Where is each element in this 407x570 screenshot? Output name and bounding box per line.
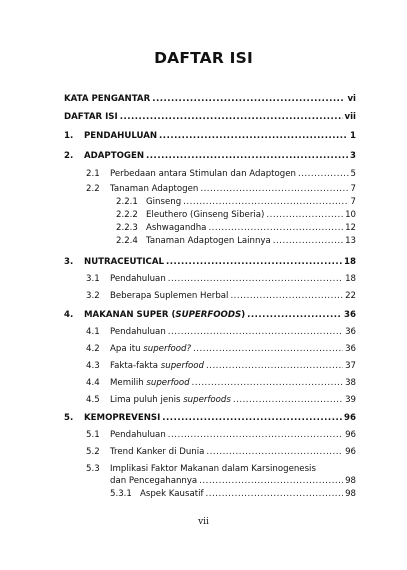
toc-entry-number: 5. xyxy=(64,413,74,423)
toc-entry-section-4-3[interactable] xyxy=(86,361,356,372)
toc-entry-chapter-1[interactable] xyxy=(64,131,356,142)
toc-entry-label: Eleuthero (Ginseng Siberia) xyxy=(146,210,265,220)
dot-leader xyxy=(206,361,343,372)
toc-entry-subsection-2-2-1[interactable] xyxy=(116,197,356,208)
toc-entry-number: 5.2 xyxy=(86,447,100,457)
dot-leader xyxy=(159,131,348,142)
toc-entry-page: 18 xyxy=(345,274,356,284)
label-text: Aspek Kausatif xyxy=(140,489,204,499)
toc-entry-label: NUTRACEUTICAL xyxy=(84,257,164,267)
toc-entry-page: 98 xyxy=(345,476,356,486)
dot-leader xyxy=(192,378,343,389)
toc-entry-number: 4.5 xyxy=(86,395,100,405)
dot-leader xyxy=(183,197,348,208)
toc-entry-label: KATA PENGANTAR xyxy=(64,94,151,104)
toc-entry-label xyxy=(110,361,204,372)
toc-entry-number: 2. xyxy=(64,151,74,161)
toc-entry-page: 7 xyxy=(350,184,356,194)
toc-entry-label: KEMOPREVENSI xyxy=(84,413,161,423)
toc-entry-label: Implikasi Faktor Makanan dalam Karsinogenesis xyxy=(110,464,316,474)
toc-entry-chapter-3[interactable] xyxy=(64,257,356,268)
toc-entry-subsection-2-2-2[interactable] xyxy=(116,210,356,221)
toc-entry-number: 4.4 xyxy=(86,378,100,388)
page-number-footer: vii xyxy=(198,517,209,527)
toc-entry-label: Beberapa Suplemen Herbal xyxy=(110,291,229,301)
toc-entry-page: 96 xyxy=(344,413,356,423)
dot-leader xyxy=(200,184,348,195)
toc-entry-page: 7 xyxy=(350,197,356,207)
toc-entry-section-3-1[interactable] xyxy=(86,274,356,285)
toc-entry-section-3-2[interactable] xyxy=(86,291,356,302)
toc-entry-number: 4.1 xyxy=(86,327,100,337)
toc-entry-number: 4. xyxy=(64,310,74,320)
toc-entry-number: 5.3.1 xyxy=(110,489,132,499)
toc-entry-number: 2.2.4 xyxy=(116,236,138,246)
dot-leader xyxy=(162,413,342,424)
toc-entry-section-5-3-continued[interactable] xyxy=(86,476,356,487)
toc-entry-page: 36 xyxy=(345,327,356,337)
toc-entry-label xyxy=(110,395,231,406)
toc-entry-label: DAFTAR ISI xyxy=(64,112,118,122)
toc-entry-page: 22 xyxy=(345,291,356,301)
toc-entry-number: 3.1 xyxy=(86,274,100,284)
dot-leader xyxy=(247,310,342,321)
toc-entry-section-2-1[interactable] xyxy=(86,169,356,180)
toc-entry-daftar-isi[interactable] xyxy=(64,112,356,123)
toc-entry-label-line2: dan Pencegahannya xyxy=(110,476,198,486)
page-title: DAFTAR ISI xyxy=(154,49,253,67)
toc-entry-chapter-5[interactable] xyxy=(64,413,356,424)
dot-leader xyxy=(208,223,343,234)
toc-entry-section-4-2[interactable] xyxy=(86,344,356,355)
label-text: Fakta-fakta xyxy=(110,361,161,371)
toc-entry-page: 3 xyxy=(350,151,356,161)
toc-entry-page: 12 xyxy=(345,223,356,233)
dot-leader xyxy=(273,236,343,247)
toc-entry-subsection-2-2-3[interactable] xyxy=(116,223,356,234)
toc-entry-chapter-2[interactable] xyxy=(64,151,356,162)
label-italic-text: superfoods xyxy=(183,395,231,405)
dot-leader xyxy=(166,257,342,268)
toc-entry-page: 98 xyxy=(345,489,356,499)
toc-entry-number: 2.2.3 xyxy=(116,223,138,233)
toc-entry-label xyxy=(110,344,191,355)
toc-entry-page: 39 xyxy=(345,395,356,405)
dot-leader xyxy=(199,476,343,487)
toc-entry-section-5-2[interactable] xyxy=(86,447,356,458)
dot-leader xyxy=(120,112,343,123)
toc-entry-number: 3. xyxy=(64,257,74,267)
toc-entry-page: 18 xyxy=(344,257,356,267)
label-italic-text: superfood? xyxy=(143,344,192,354)
toc-entry-page: 36 xyxy=(345,344,356,354)
dot-leader xyxy=(233,395,343,406)
label-text: Apa itu xyxy=(110,344,144,354)
toc-entry-number: 3.2 xyxy=(86,291,100,301)
toc-entry-page: 96 xyxy=(345,430,356,440)
dot-leader xyxy=(206,489,344,500)
dot-leader xyxy=(168,430,343,441)
dot-leader xyxy=(193,344,343,355)
label-italic-text: SUPERFOODS xyxy=(175,310,242,320)
dot-leader xyxy=(206,447,343,458)
toc-entry-label: Trend Kanker di Dunia xyxy=(110,447,205,457)
toc-entry-page: 96 xyxy=(345,447,356,457)
toc-entry-label: Tanaman Adaptogen Lainnya xyxy=(146,236,271,246)
label-text: Memilih xyxy=(110,378,147,388)
toc-entry-page: 13 xyxy=(345,236,356,246)
label-text: MAKANAN SUPER ( xyxy=(84,310,176,320)
toc-entry-page: vii xyxy=(344,112,356,122)
dot-leader xyxy=(168,274,343,285)
label-italic-text: superfood xyxy=(160,361,204,371)
toc-entry-label: Perbedaan antara Stimulan dan Adaptogen xyxy=(110,169,296,179)
toc-entry-number: 2.2.2 xyxy=(116,210,138,220)
toc-entry-label: Pendahuluan xyxy=(110,274,166,284)
toc-entry-page: vi xyxy=(347,94,356,104)
dot-leader xyxy=(152,94,345,105)
toc-entry-section-4-5[interactable] xyxy=(86,395,356,406)
toc-entry-page: 38 xyxy=(345,378,356,388)
toc-entry-number: 2.1 xyxy=(86,169,100,179)
toc-entry-page: 37 xyxy=(345,361,356,371)
label-text: ) xyxy=(241,310,246,320)
toc-entry-label: ADAPTOGEN xyxy=(84,151,145,161)
toc-entry-page: 5 xyxy=(350,169,356,179)
toc-entry-subsection-2-2-4[interactable] xyxy=(116,236,356,247)
toc-entry-section-5-1[interactable] xyxy=(86,430,356,441)
toc-entry-label: PENDAHULUAN xyxy=(84,131,158,141)
toc-entry-section-2-2[interactable] xyxy=(86,184,356,195)
toc-entry-label xyxy=(110,489,204,500)
toc-entry-number: 2.2 xyxy=(86,184,100,194)
toc-entry-chapter-4[interactable] xyxy=(64,310,356,321)
dot-leader xyxy=(230,291,343,302)
toc-entry-section-4-1[interactable] xyxy=(86,327,356,338)
toc-entry-subsection-5-3-1[interactable] xyxy=(86,489,356,500)
toc-entry-page: 10 xyxy=(345,210,356,220)
toc-entry-number: 4.3 xyxy=(86,361,100,371)
toc-entry-page: 36 xyxy=(344,310,356,320)
toc-entry-label: Pendahuluan xyxy=(110,430,166,440)
dot-leader xyxy=(266,210,343,221)
label-text: Lima puluh jenis xyxy=(110,395,184,405)
toc-entry-number: 5.3 xyxy=(86,464,100,474)
dot-leader xyxy=(146,151,348,162)
dot-leader xyxy=(168,327,343,338)
toc-entry-section-4-4[interactable] xyxy=(86,378,356,389)
toc-entry-kata-pengantar[interactable] xyxy=(64,94,356,105)
dot-leader xyxy=(298,169,349,180)
toc-entry-page: 1 xyxy=(350,131,356,141)
toc-entry-label: Ashwagandha xyxy=(146,223,207,233)
toc-entry-number: 5.1 xyxy=(86,430,100,440)
toc-entry-number: 2.2.1 xyxy=(116,197,138,207)
toc-entry-label: Ginseng xyxy=(146,197,182,207)
toc-entry-label xyxy=(110,378,190,389)
toc-entry-number: 4.2 xyxy=(86,344,100,354)
toc-entry-section-5-3[interactable] xyxy=(86,464,356,475)
label-italic-text: superfood xyxy=(146,378,190,388)
toc-entry-label xyxy=(84,310,245,321)
toc-entry-number: 1. xyxy=(64,131,74,141)
toc-entry-label: Pendahuluan xyxy=(110,327,166,337)
toc-entry-label: Tanaman Adaptogen xyxy=(110,184,199,194)
